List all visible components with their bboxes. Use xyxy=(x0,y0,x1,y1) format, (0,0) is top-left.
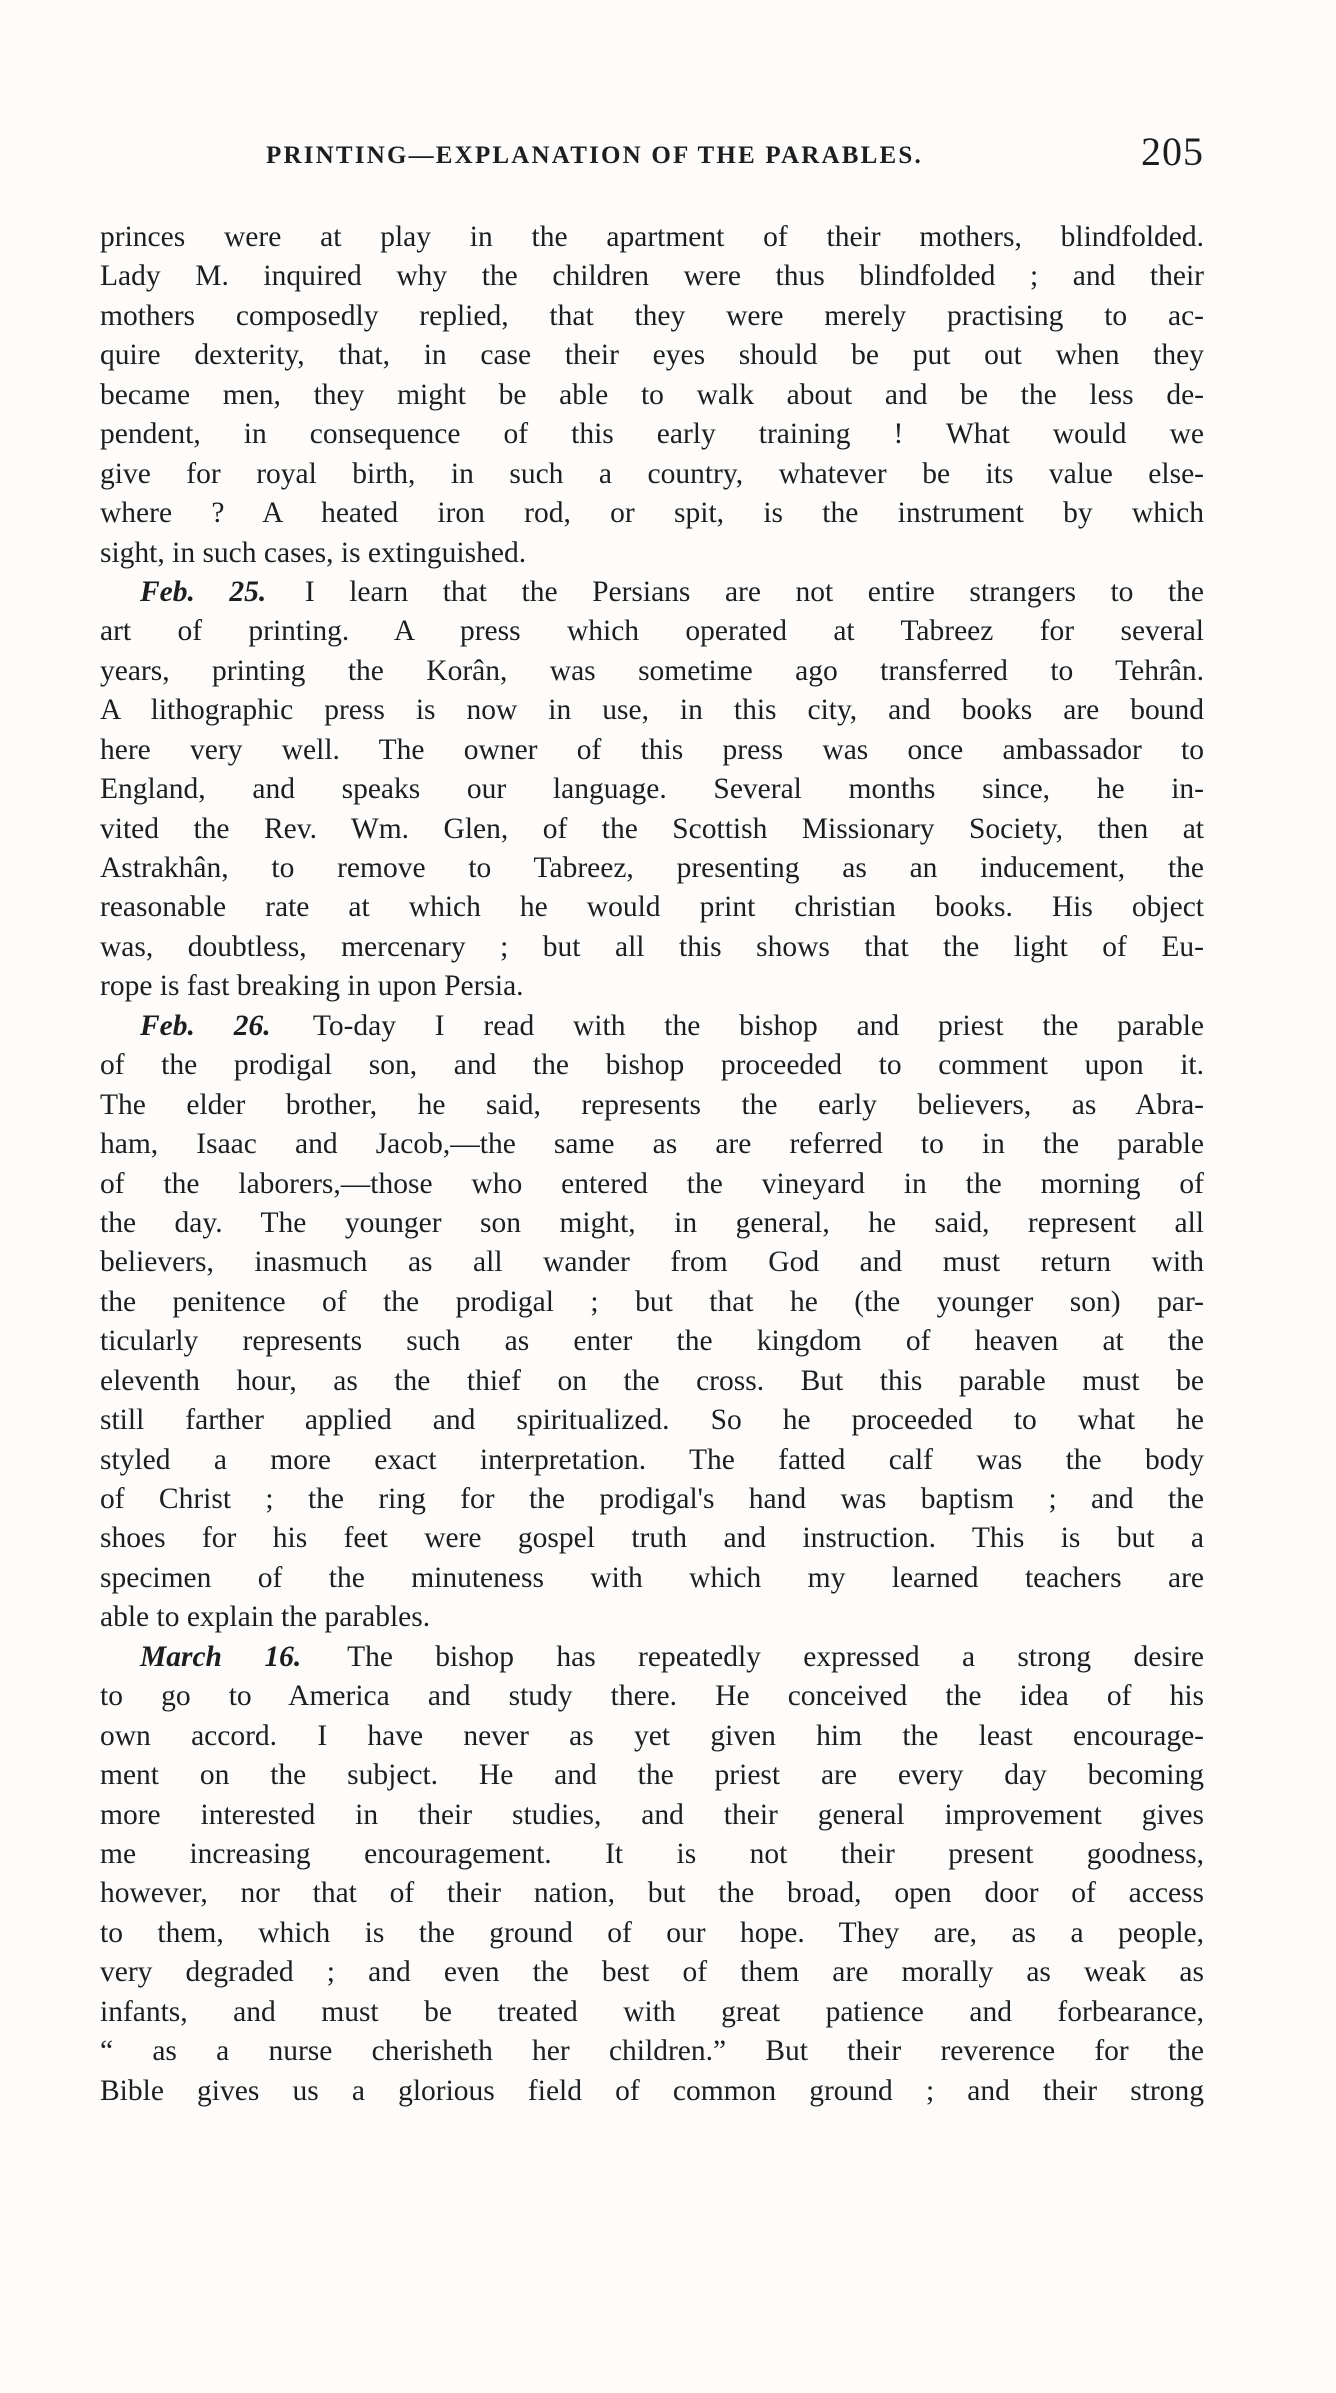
text-line: the day. The younger son might, in general, he said, represent all xyxy=(100,1206,1204,1239)
entry-date: March 16. xyxy=(140,1640,302,1673)
entry-first-line: I learn that the Persians are not entire strangers to the xyxy=(304,575,1204,608)
text-line: ham, Isaac and Jacob,—the same as are referred to in the parable xyxy=(100,1128,1204,1161)
text-line: Astrakhân, to remove to Tabreez, presenting as an inducement, the xyxy=(100,852,1204,884)
text-line: reasonable rate at which he would print christian books. His object xyxy=(100,891,1204,924)
page-number: 205 xyxy=(1141,129,1204,174)
paragraph-march-16 xyxy=(100,1638,1204,2111)
text-line: of Christ ; the ring for the prodigal's hand was baptism ; and the xyxy=(100,1483,1204,1515)
text-line: Lady M. inquired why the children were thus blindfolded ; and their xyxy=(100,260,1204,293)
text-line-dated xyxy=(100,1638,1204,1677)
paragraph-feb-26 xyxy=(100,1007,1204,1638)
text-line-dated xyxy=(100,573,1204,612)
running-head xyxy=(100,128,1204,188)
text-line: pendent, in consequence of this early training ! What would we xyxy=(100,418,1204,451)
paragraph-feb-25 xyxy=(100,573,1204,1007)
text-line: eleventh hour, as the thief on the cross. But this parable must be xyxy=(100,1364,1204,1397)
body-text xyxy=(100,218,1204,2111)
text-line: the penitence of the prodigal ; but that he (the younger son) par- xyxy=(100,1285,1204,1318)
text-line: more interested in their studies, and their general improvement gives xyxy=(100,1798,1204,1831)
entry-date: Feb. 25. xyxy=(140,575,267,608)
text-line: princes were at play in the apartment of their mothers, blindfolded. xyxy=(100,221,1204,253)
text-line: rope is fast breaking in upon Persia. xyxy=(100,970,524,1003)
text-line: ment on the subject. He and the priest are every day becoming xyxy=(100,1759,1204,1792)
text-line: years, printing the Korân, was sometime ago transferred to Tehrân. xyxy=(100,654,1204,687)
text-line: specimen of the minuteness with which my learned teachers are xyxy=(100,1561,1204,1594)
text-line: shoes for his feet were gospel truth and instruction. This is but a xyxy=(100,1522,1204,1555)
text-line: able to explain the parables. xyxy=(100,1601,431,1634)
text-line: styled a more exact interpretation. The fatted calf was the body xyxy=(100,1443,1204,1476)
entry-date: Feb. 26. xyxy=(140,1009,271,1042)
text-line: A lithographic press is now in use, in this city, and books are bound xyxy=(100,694,1204,727)
text-line: of the laborers,—those who entered the vineyard in the morning of xyxy=(100,1167,1204,1200)
text-line: here very well. The owner of this press was once ambassador to xyxy=(100,733,1204,766)
text-line: mothers composedly replied, that they were merely practising to ac- xyxy=(100,299,1204,332)
text-line: art of printing. A press which operated at Tabreez for several xyxy=(100,615,1204,648)
text-line: believers, inasmuch as all wander from God and must return with xyxy=(100,1246,1204,1279)
entry-first-line: The bishop has repeatedly expressed a strong desire xyxy=(347,1640,1204,1673)
text-line: where ? A heated iron rod, or spit, is the instrument by which xyxy=(100,497,1204,530)
text-line: sight, in such cases, is extinguished. xyxy=(100,536,527,569)
text-line: to go to America and study there. He conceived the idea of his xyxy=(100,1680,1204,1713)
text-line: give for royal birth, in such a country, whatever be its value else- xyxy=(100,457,1204,490)
text-line: me increasing encouragement. It is not their present goodness, xyxy=(100,1837,1204,1870)
text-line: England, and speaks our language. Several months since, he in- xyxy=(100,773,1204,806)
text-line: Bible gives us a glorious field of common ground ; and their strong xyxy=(100,2074,1204,2107)
text-line: The elder brother, he said, represents the early believers, as Abra- xyxy=(100,1088,1204,1121)
text-line: infants, and must be treated with great patience and forbearance, xyxy=(100,1995,1204,2028)
text-line: still farther applied and spiritualized. So he proceeded to what he xyxy=(100,1404,1204,1437)
running-title: PRINTING—EXPLANATION OF THE PARABLES. xyxy=(266,142,923,169)
text-line: vited the Rev. Wm. Glen, of the Scottish Missionary Society, then at xyxy=(100,812,1204,845)
text-line: was, doubtless, mercenary ; but all this shows that the light of Eu- xyxy=(100,930,1204,963)
text-line-dated xyxy=(100,1007,1204,1046)
text-line: quire dexterity, that, in case their eyes should be put out when they xyxy=(100,339,1204,372)
text-line: own accord. I have never as yet given him the least encourage- xyxy=(100,1719,1204,1752)
text-line: “ as a nurse cherisheth her children.” But their reverence for the xyxy=(100,2035,1204,2068)
paragraph-continuation xyxy=(100,218,1204,573)
text-line: became men, they might be able to walk about and be the less de- xyxy=(100,378,1204,411)
text-line: ticularly represents such as enter the kingdom of heaven at the xyxy=(100,1325,1204,1358)
text-line: however, nor that of their nation, but the broad, open door of access xyxy=(100,1877,1204,1910)
text-line: of the prodigal son, and the bishop proceeded to comment upon it. xyxy=(100,1049,1204,1082)
entry-first-line: To-day I read with the bishop and priest the parable xyxy=(312,1009,1204,1042)
text-line: very degraded ; and even the best of them are morally as weak as xyxy=(100,1956,1204,1989)
text-line: to them, which is the ground of our hope. They are, as a people, xyxy=(100,1916,1204,1949)
